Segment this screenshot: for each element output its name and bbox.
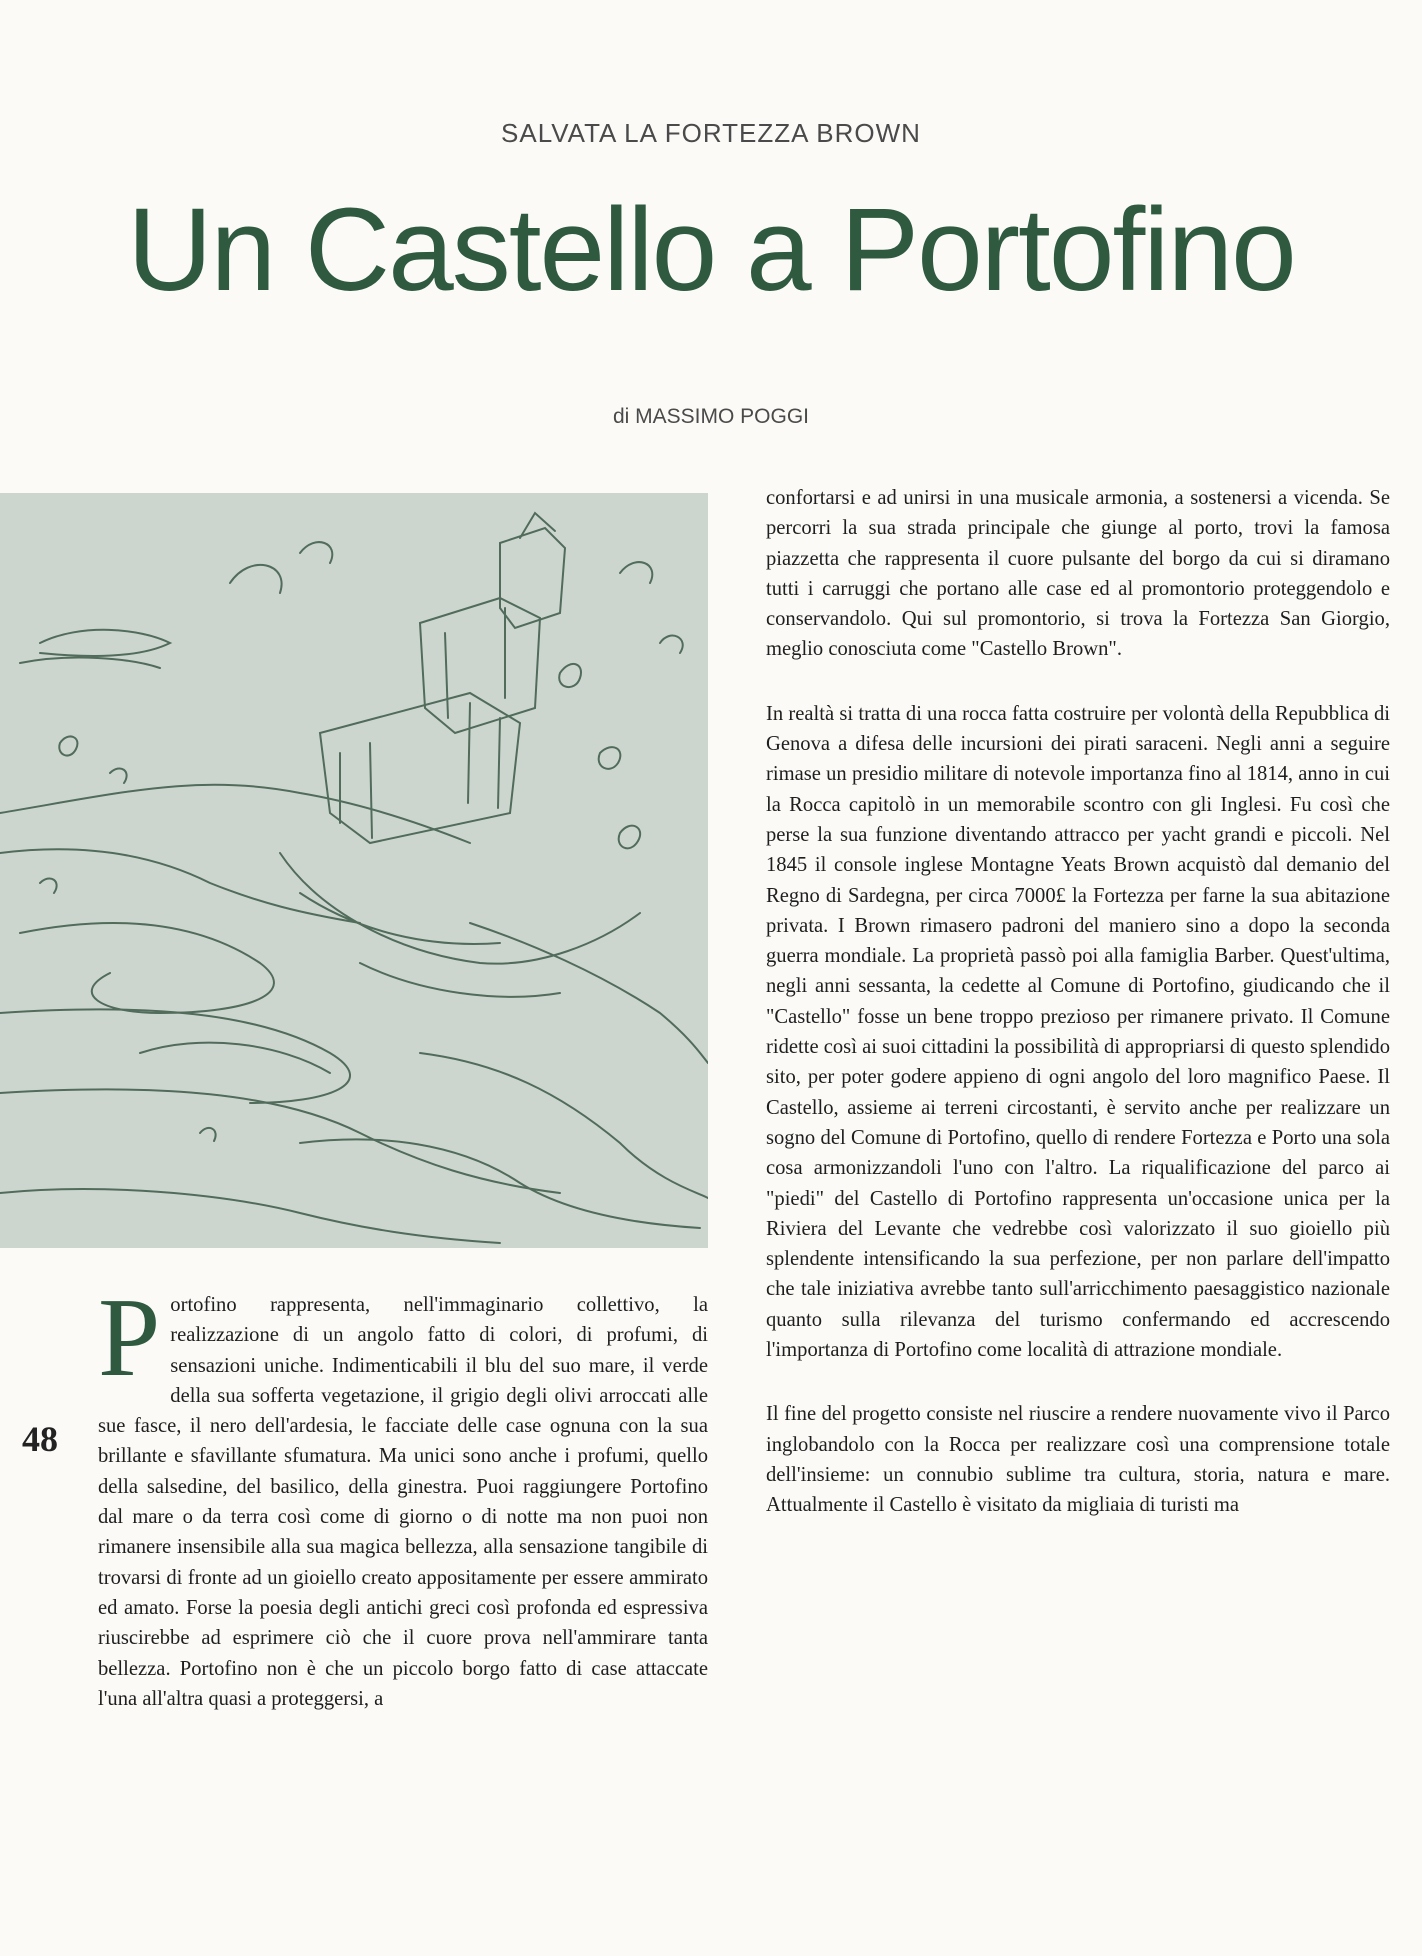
article-title: Un Castello a Portofino bbox=[127, 184, 1295, 316]
body-paragraph-1: confortarsi e ad unirsi in una musicale armonia, a sostenersi a vicenda. Se percorri la sua strada principale che giunge al porto, trovi la famosa piazzetta che rappresenta il cuore pulsante del borgo da cui si diramano tutti i carruggi che portano alle case ed al promontorio proteggendolo e conservandolo. Qui sul promontorio, si trova la Fortezza San Giorgio, meglio conosciuta come "Castello Brown". bbox=[766, 487, 1390, 661]
section-kicker: SALVATA LA FORTEZZA BROWN bbox=[501, 118, 921, 148]
author-byline: di MASSIMO POGGI bbox=[612, 405, 810, 428]
article-column-right bbox=[766, 483, 1390, 1555]
drop-cap: P bbox=[98, 1276, 161, 1400]
intro-paragraph bbox=[98, 1276, 708, 1714]
castle-sketch-drawing bbox=[0, 493, 708, 1248]
article-column-left bbox=[98, 1276, 708, 1748]
intro-paragraph-text: ortofino rappresenta, nell'immaginario collettivo, la realizzazione di un angolo fatto di colori, di profumi, di sensazioni uniche. Indimenticabili il blu del suo mare, il verde della sua sofferta vegetazione, il grigio degli olivi arroccati alle sue fasce, il nero dell'ardesia, le facciate delle case ognuna con la sua brillante e sfavillante sfumatura. Ma unici sono anche i profumi, quello della salsedine, del basilico, della ginestra. Puoi raggiungere Portofino dal mare o da terra così come di giorno o di notte ma non puoi non rimanere insensibile alla sua magica bellezza, alla sensazione tangibile di trovarsi di fronte ad un gioiello creato appositamente per essere ammirato ed amato. Forse la poesia degli antichi greci così profonda ed espressiva riuscirebbe ad esprimere ciò che il cuore prova nell'ammirare tanta bellezza. Portofino non è che un piccolo borgo fatto di case attaccate l'una all'altra quasi a proteggersi, a bbox=[98, 1294, 708, 1710]
castle-sketch-illustration bbox=[0, 493, 708, 1248]
page-number: 48 bbox=[22, 1419, 58, 1459]
body-paragraph-3: Il fine del progetto consiste nel riuscire a rendere nuovamente vivo il Parco inglobandolo con la Rocca per realizzare così una comprensione totale dell'insieme: un connubio sublime tra cultura, storia, natura e mare. Attualmente il Castello è visitato da migliaia di turisti ma bbox=[766, 1403, 1390, 1517]
body-paragraph-2: In realtà si tratta di una rocca fatta costruire per volontà della Repubblica di Genova a difesa delle incursioni dei pirati saraceni. Negli anni a seguire rimase un presidio militare di notevole importanza fino al 1814, anno in cui la Rocca capitolò in un memorabile scontro con gli Inglesi. Fu così che perse la sua funzione diventando attracco per yacht grandi e piccoli. Nel 1845 il console inglese Montagne Yeats Brown acquistò dal demanio del Regno di Sardegna, per circa 7000£ la Fortezza per farne la sua abitazione privata. I Brown rimasero padroni del maniero sino a dopo la seconda guerra mondiale. La proprietà passò poi alla famiglia Barber. Quest'ultima, negli anni sessanta, la cedette al Comune di Portofino, giudicando che il "Castello" fosse un bene troppo prezioso per rimanere privato. Il Comune ridette così ai suoi cittadini la possibilità di appropriarsi di questo splendido sito, per poter godere appieno di ogni angolo del loro magnifico Paese. Il Castello, assieme ai terreni circostanti, è servito anche per realizzare un sogno del Comune di Portofino, quello di rendere Fortezza e Porto una sola cosa armonizzandoli l'uno con l'altro. La riqualificazione del parco ai "piedi" del Castello di Portofino rappresenta un'occasione unica per la Riviera del Levante che vedrebbe così valorizzato il suo gioiello più splendente intensificando la sua perfezione, per non parlare dell'impatto che tale iniziativa avrebbe tanto sull'arricchimento paesaggistico nazionale quanto sulla rilevanza del turismo confermando ed accrescendo l'importanza di Portofino come località di attrazione mondiale. bbox=[766, 702, 1390, 1362]
